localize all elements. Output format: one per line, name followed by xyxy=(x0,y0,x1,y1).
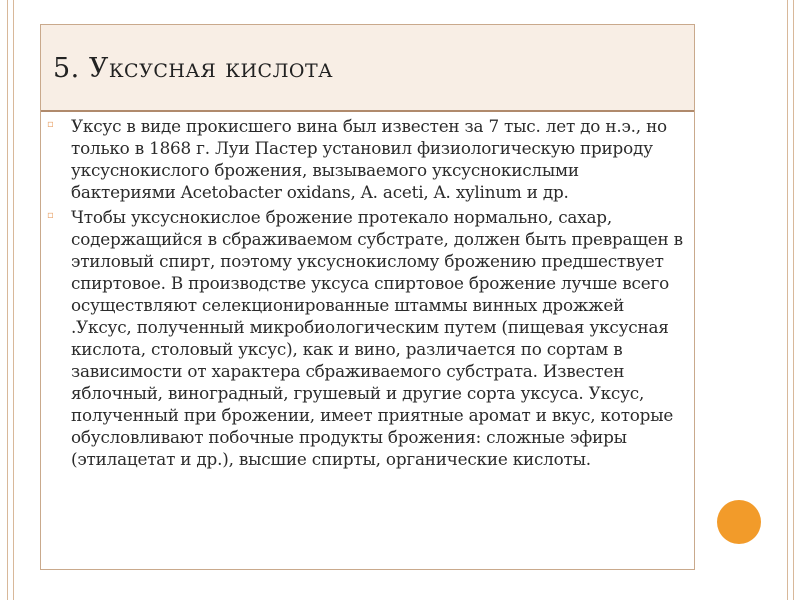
slide-frame xyxy=(40,24,695,570)
paragraph-1 xyxy=(47,115,686,203)
title-bar xyxy=(41,25,694,112)
paragraph-2 xyxy=(47,206,686,470)
right-decor-line-inner xyxy=(787,0,788,600)
paragraph-2-text: Чтобы уксуснокислое брожение протекало нормально, сахар, содержащийся в сбраживаемом субстрате, должен быть превращен в этиловый спирт, поэтому уксуснокислому брожению предшествует спиртовое. В производстве уксуса спиртовое брожение лучше всего осуществляют селекционированные штаммы винных дрожжей .Уксус, полученный микробиологическим путем (пищевая уксусная кислота, столовый уксус), как и вино, различается по сортам в зависимости от характера сбраживаемого субстрата. Известен яблочный, виноградный, грушевый и другие сорта уксуса. Уксус, полученный при брожении, имеет приятные аромат и вкус, которые обусловливают побочные продукты брожения: сложные эфиры (этилацетат и др.), высшие спирты, органические кислоты. xyxy=(71,207,683,469)
left-decor-line-outer xyxy=(7,0,8,600)
bullet-icon: ▫ xyxy=(47,119,54,130)
decor-circle-icon xyxy=(717,500,761,544)
left-decor-line-inner xyxy=(13,0,14,600)
right-decor-line-outer xyxy=(793,0,794,600)
slide-title: 5. Уксусная кислота xyxy=(53,53,334,84)
paragraph-1-text: Уксус в виде прокисшего вина был известен за 7 тыс. лет до н.э., но только в 1868 г. Луи Пастер установил физиологическую природу уксуснокислого брожения, вызываемого уксуснокислыми бактериями Acetobacter oxidans, A. aceti, A. xylinum и др. xyxy=(71,116,667,202)
bullet-icon: ▫ xyxy=(47,210,54,221)
slide-content xyxy=(47,115,686,473)
